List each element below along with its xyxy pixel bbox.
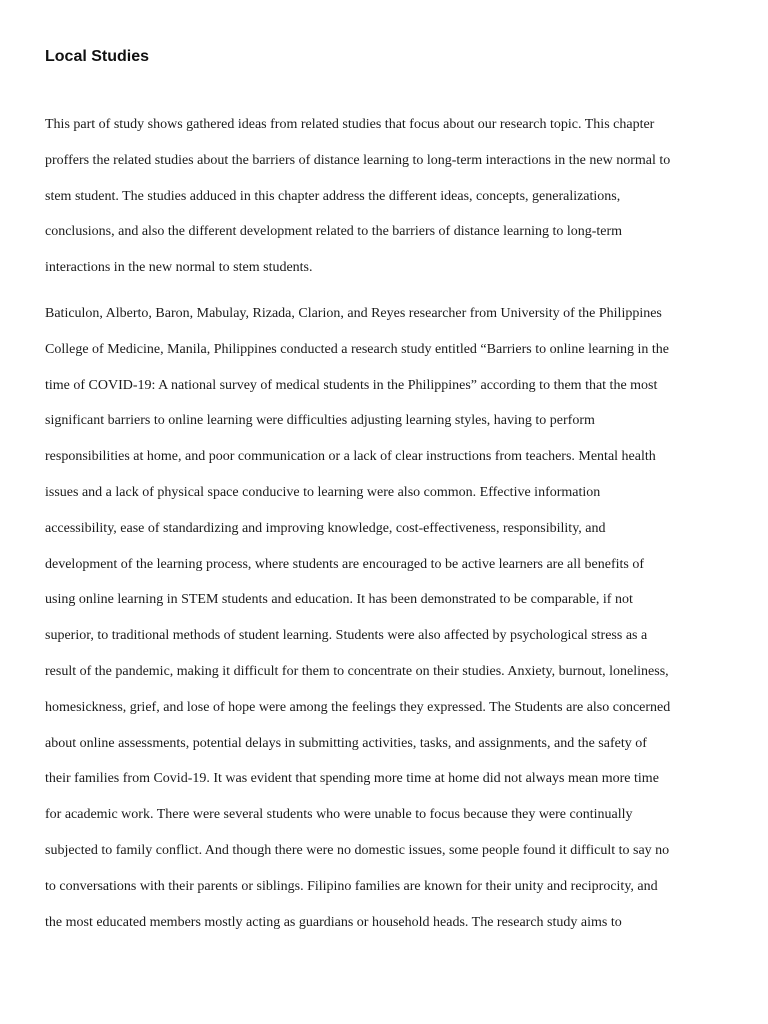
paragraph-line: the most educated members mostly acting as guardians or household heads. The research study aims to (45, 914, 622, 930)
section-heading: Local Studies (45, 48, 150, 65)
paragraph-line: Baticulon, Alberto, Baron, Mabulay, Rizada, Clarion, and Reyes researcher from University of the Philippines (45, 306, 662, 321)
paragraph-line: subjected to family conflict. And though there were no domestic issues, some people found it difficult to say no (45, 843, 670, 858)
paragraph-line: College of Medicine, Manila, Philippines conducted a research study entitled “Barriers to online learning in the (45, 341, 669, 357)
paragraph-line: to conversations with their parents or siblings. Filipino families are known for their unity and reciprocity, and (45, 878, 658, 894)
paragraph-line: superior, to traditional methods of student learning. Students were also affected by psychological stress as a (45, 628, 648, 644)
paragraph-line: development of the learning process, where students are encouraged to be active learners are all benefits of (45, 556, 645, 572)
paragraph-line: using online learning in STEM students and education. It has been demonstrated to be comparable, if not (45, 592, 633, 608)
paragraph-line: significant barriers to online learning were difficulties adjusting learning styles, having to perform (45, 413, 595, 429)
paragraph-line: result of the pandemic, making it difficult for them to concentrate on their studies. Anxiety, burnout, loneliness, (45, 664, 669, 679)
paragraph-line: accessibility, ease of standardizing and improving knowledge, cost-effectiveness, responsibility, and (45, 520, 606, 536)
paragraph-line: stem student. The studies adduced in this chapter address the different ideas, concepts, generalizations, (45, 188, 621, 204)
paragraph-line: proffers the related studies about the barriers of distance learning to long-term interactions in the new normal to (45, 152, 671, 168)
paragraph-line: about online assessments, potential delays in submitting activities, tasks, and assignments, and the safety of (45, 735, 647, 751)
paragraph-line: responsibilities at home, and poor communication or a lack of clear instructions from teachers. Mental health (45, 449, 656, 465)
paragraph-line: issues and a lack of physical space conducive to learning were also common. Effective information (45, 485, 601, 500)
paragraph-line: This part of study shows gathered ideas from related studies that focus about our research topic. This chapter (45, 117, 655, 132)
paragraph-line: interactions in the new normal to stem students. (45, 260, 313, 276)
paragraph-line: conclusions, and also the different development related to the barriers of distance learning to long-term (45, 224, 623, 240)
paragraph-line: for academic work. There were several students who were unable to focus because they were continually (45, 807, 633, 823)
paragraph-line: time of COVID-19: A national survey of medical students in the Philippines” according to them that the most (45, 377, 658, 393)
paragraph-line: homesickness, grief, and lose of hope were among the feelings they expressed. The Students are also concerned (45, 699, 671, 715)
paragraph-line: their families from Covid-19. It was evident that spending more time at home did not always mean more time (45, 771, 659, 787)
